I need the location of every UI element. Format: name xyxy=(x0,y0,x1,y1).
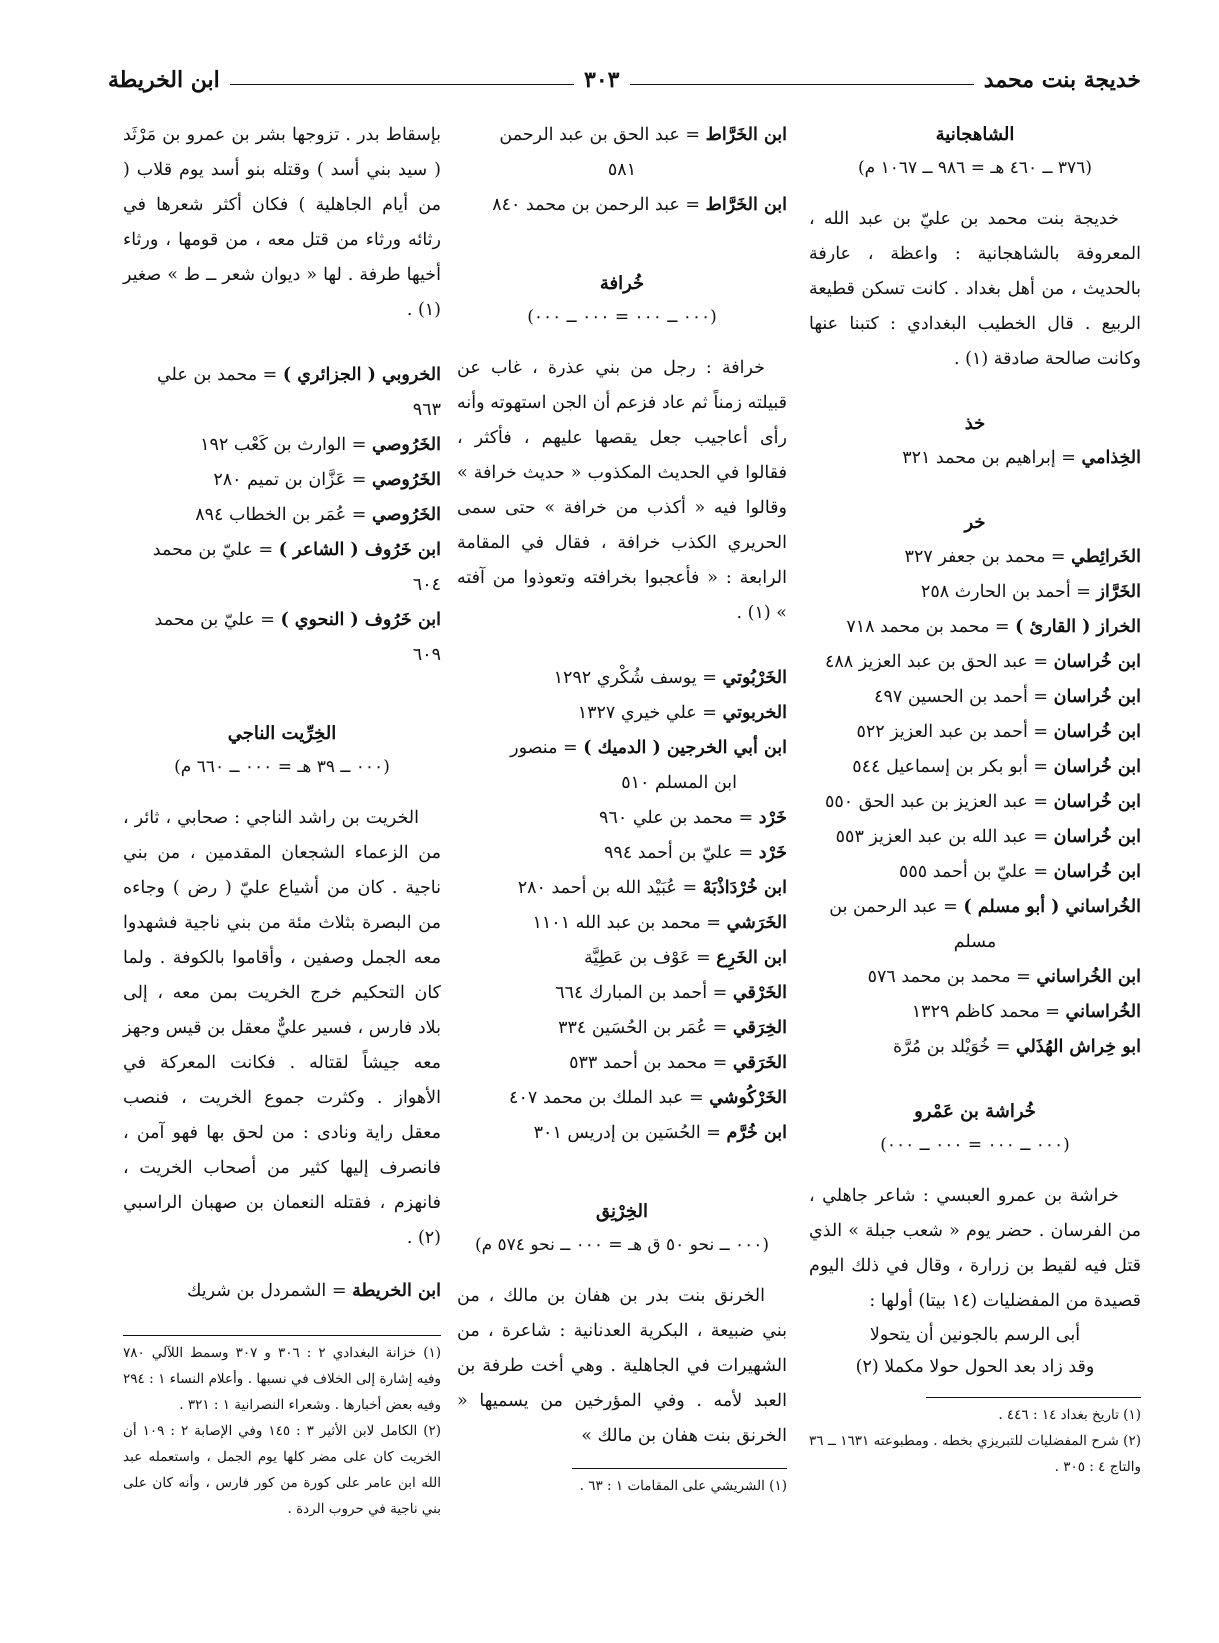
cross-reference: ابو خِراش الهُذَلي = خُوَيْلد بن مُرَّة xyxy=(892,1037,1141,1057)
entry-dates: (٣٧٦ ــ ٤٦٠ هـ = ٩٨٦ ــ ١٠٦٧ م) xyxy=(858,158,1092,178)
section-heading: خر xyxy=(964,512,986,533)
running-header xyxy=(108,60,1141,100)
header-rule-right xyxy=(630,84,974,85)
footnote: (١) خزانة البغدادي ٢ : ٣٠٦ و ٣٠٧ وسمط اللآلي ٧٨٠ وفيه إشارة إلى الخلاف في نسبها . وأعلام النساء ١ : ٢٩٤ وفيه بعض أخبارها . وشعراء النصرانية ١ : ٣٢١ . xyxy=(123,1345,442,1413)
cross-reference: خَرْد = محمد بن علي ٩٦٠ xyxy=(599,808,787,828)
header-right-title: خديجة بنت محمد xyxy=(983,67,1141,93)
cross-reference: ابن الخريطة = الشمردل بن شريك xyxy=(186,1281,441,1301)
cross-reference: الخُراساني = محمد كاظم ١٣٢٩ xyxy=(911,1002,1141,1022)
cross-reference: الخَرْقي = أحمد بن المبارك ٦٦٤ xyxy=(555,983,787,1003)
header-rule-left xyxy=(230,84,574,85)
cross-reference-continuation: ٦٠٤ xyxy=(412,575,441,595)
entry-text: الخريت بن راشد الناجي : صحابي ، ثائر ، من الزعماء الشجعان المقدمين ، من بني ناجية . كان من أشياع عليّ ( رض ) وجاءه من البصرة بثلاث مئة من بني ناجية فشهدوا معه الجمل وصفين ، وأقاموا بالكوفة . ولما كان التحكيم خرج الخريت بمن معه ، إلى بلاد فارس ، فسير عليٌّ معقل بن قيس وجهز معه جيشاً لقتاله . فكانت المعركة في الأهواز . وكثرت جموع الخريت ، فنصب معقل راية ونادى : من لحق بها فهو آمن ، فانصرف إليها كثير من أصحاب الخريت ، فانهزم ، فقتله النعمان بن صهبان الراسبي (٢) . xyxy=(123,808,441,1248)
cross-reference: ابن الخَرِع = عَوْف بن عَطِيَّة xyxy=(584,948,787,968)
cross-reference: الخِرَقي = عُمَر بن الحُسَين ٣٣٤ xyxy=(558,1018,787,1038)
column-middle xyxy=(457,118,787,1499)
cross-reference: الخَرَّاز = أحمد بن الحارث ٢٥٨ xyxy=(920,582,1141,602)
footnote-rule xyxy=(572,1468,787,1469)
footnote: (١) الشريشي على المقامات ١ : ٦٣ . xyxy=(579,1478,787,1494)
cross-reference: ابن الخَرَّاط = عبد الرحمن بن محمد ٨٤٠ xyxy=(492,195,787,215)
cross-reference-continuation: ٥٨١ xyxy=(607,160,637,180)
footnote-rule xyxy=(123,1335,441,1336)
entry-text: الخرنق بنت بدر بن هفان بن مالك ، من بني ضبيعة ، البكرية العدنانية : شاعرة ، من الشهيرات في الجاهلية . وهي أخت طرفة بن العبد لأمه . وفي المؤرخين من يسميها « الخرنق بنت هفان بن مالك » xyxy=(457,1286,787,1446)
entry-dates: (٠٠٠ ــ ٣٩ هـ = ٠٠٠ ــ ٦٦٠ م) xyxy=(174,757,390,777)
cross-reference: الخربوتي = علي خيري ١٣٢٧ xyxy=(577,703,787,723)
cross-reference: ابن أبي الخرجين ( الدميك ) = منصور xyxy=(510,738,787,758)
cross-reference: ابن خُرَّم = الحُسَين بن إدريس ٣٠١ xyxy=(533,1123,787,1143)
cross-reference: ابن خُراسان = عبد الحق بن عبد العزيز ٤٨٨ xyxy=(824,652,1141,672)
footnote: (٢) الكامل لابن الأثير ٣ : ١٤٥ وفي الإصابة ٢ : ١٠٩ أن الخريت كان على مضر كلها يوم الجمل ، واستعمله عبد الله ابن عامر على كورة من كور فارس ، وأنه كان على بني ناجية في حروب الردة . xyxy=(123,1423,442,1517)
cross-reference: ابن خُراسان = أحمد بن عبد العزيز ٥٢٢ xyxy=(856,722,1141,742)
footnote-rule xyxy=(926,1397,1141,1398)
cross-reference: الخَرُوصي = عُمَر بن الخطاب ٨٩٤ xyxy=(195,505,441,525)
verse-line: وقد زاد بعد الحول حولا مكملا (٢) xyxy=(855,1357,1095,1377)
entry-text: خرافة : رجل من بني عذرة ، غاب عن قبيلته زمناً ثم عاد فزعم أن الجن استهوته وأنه رأى أعاجيب جعل يقصها عليهم ، فأكثر ، فقالوا في الحديث المكذوب « حديث خرافة » وقالوا فيه « أكذب من خرافة » حتى سمى الحريري الكذب خرافة ، فقال في المقامة الرابعة : « فأعجبوا بخرافته وتعوذوا من آفته » (١) . xyxy=(457,358,787,623)
cross-reference: الخَرْبُوتي = يوسف شُكْري ١٢٩٢ xyxy=(553,668,787,688)
cross-reference-continuation: ابن المسلم ٥١٠ xyxy=(621,773,737,793)
column-right xyxy=(809,118,1141,1480)
cross-reference: الخَرائِطي = محمد بن جعفر ٣٢٧ xyxy=(904,547,1141,567)
cross-reference: الخَرُوصي = عَزَّان بن تميم ٢٨٠ xyxy=(213,470,441,490)
cross-reference: ابن الخَرَّاط = عبد الحق بن عبد الرحمن xyxy=(499,125,787,145)
cross-reference: ابن خُرْدَاذْبَهْ = عُبَيْد الله بن أحمد ٢٨٠ xyxy=(517,878,787,898)
footnote: (١) تاريخ بغداد ١٤ : ٤٤٦ . xyxy=(998,1407,1141,1423)
column-left xyxy=(123,118,441,1522)
entry-dates: (٠٠٠ ــ نحو ٥٠ ق هـ = ٠٠٠ ــ نحو ٥٧٤ م) xyxy=(474,1235,770,1255)
cross-reference: ابن خُراسان = عليّ بن أحمد ٥٥٥ xyxy=(898,862,1141,882)
entry-dates: (٠٠٠ ــ ٠٠٠ = ٠٠٠ ــ ٠٠٠) xyxy=(527,307,717,327)
cross-reference-continuation: ٩٦٣ xyxy=(412,400,441,420)
verse-line: أبى الرسم بالجونين أن يتحولا xyxy=(869,1325,1081,1345)
entry-heading: خُراشة بن عَمْرو xyxy=(914,1101,1036,1122)
cross-reference: الخَرُوصي = الوارث بن كَعْب ١٩٢ xyxy=(200,435,441,455)
cross-reference: الخِذامي = إبراهيم بن محمد ٣٢١ xyxy=(902,448,1141,468)
header-left-title: ابن الخريطة xyxy=(107,67,220,93)
entry-heading: الخِرِّيت الناجي xyxy=(227,723,337,744)
cross-reference: ابن خَرُوف ( الشاعر ) = عليّ بن محمد xyxy=(152,540,441,560)
cross-reference: ابن خُراسان = عبد الله بن عبد العزيز ٥٥٣ xyxy=(835,827,1141,847)
cross-reference-continuation: مسلم xyxy=(953,932,997,952)
entry-text-continued: بإسقاط بدر . تزوجها بشر بن عمرو بن مَرْثَد ( سيد بني أسد ) وقتله بنو أسد يوم قلاب ( من أيام الجاهلية ) فكان أكثر شعرها في رثائه ورثاء من قتل معه ، من قومها ، ورثاء أخيها طرفة . لها « ديوان شعر ــ ط » صغير (١) . xyxy=(123,125,441,320)
page-number: ٣٠٣ xyxy=(584,67,620,93)
cross-reference: الخَرْكُوشي = عبد الملك بن محمد ٤٠٧ xyxy=(509,1088,787,1108)
cross-reference: الخُراساني ( أبو مسلم ) = عبد الرحمن بن xyxy=(829,897,1141,917)
section-heading: خذ xyxy=(964,413,986,434)
entry-heading: خُرافة xyxy=(599,273,645,294)
entry-dates: (٠٠٠ ــ ٠٠٠ = ٠٠٠ ــ ٠٠٠) xyxy=(880,1135,1070,1155)
footnote: (٢) شرح المفضليات للتبريزي بخطه . ومطبوعته ١٦٣١ ــ ٣٦ والتاج ٤ : ٣٠٥ . xyxy=(809,1433,1141,1475)
cross-reference: ابن خَرُوف ( النحوي ) = عليّ بن محمد xyxy=(154,610,441,630)
cross-reference: خَرْد = عليّ بن أحمد ٩٩٤ xyxy=(604,843,787,863)
cross-reference: الخَرَشي = محمد بن عبد الله ١١٠١ xyxy=(532,913,787,933)
entry-heading: الخِرْنِق xyxy=(595,1201,649,1222)
cross-reference: الخَرَقي = محمد بن أحمد ٥٣٣ xyxy=(569,1053,787,1073)
cross-reference: ابن خُراسان = أبو بكر بن إسماعيل ٥٤٤ xyxy=(852,757,1141,777)
cross-reference: الخراز ( القارئ ) = محمد بن محمد ٧١٨ xyxy=(846,617,1141,637)
cross-reference: الخروبي ( الجزائري ) = محمد بن علي xyxy=(156,365,441,385)
cross-reference: ابن خُراسان = عبد العزيز بن عبد الحق ٥٥٠ xyxy=(824,792,1141,812)
entry-text: خديجة بنت محمد بن عليّ بن عبد الله ، المعروفة بالشاهجانية : واعظة ، عارفة بالحديث ، من أهل بغداد . كانت تسكن قطيعة الربيع . قال الخطيب البغدادي : كتبنا عنها وكانت صالحة صادقة (١) . xyxy=(809,209,1141,369)
cross-reference: ابن الخُراساني = محمد بن محمد ٥٧٦ xyxy=(867,967,1141,987)
cross-reference-continuation: ٦٠٩ xyxy=(412,645,441,665)
entry-text: خراشة بن عمرو العبسي : شاعر جاهلي ، من الفرسان . حضر يوم « شعب جبلة » الذي قتل فيه لقيط بن زرارة ، وقال في ذلك اليوم قصيدة من المفضليات (١٤ بيتا) أولها : xyxy=(809,1186,1141,1311)
entry-heading: الشاهجانية xyxy=(935,124,1015,145)
cross-reference: ابن خُراسان = أحمد بن الحسين ٤٩٧ xyxy=(874,687,1141,707)
